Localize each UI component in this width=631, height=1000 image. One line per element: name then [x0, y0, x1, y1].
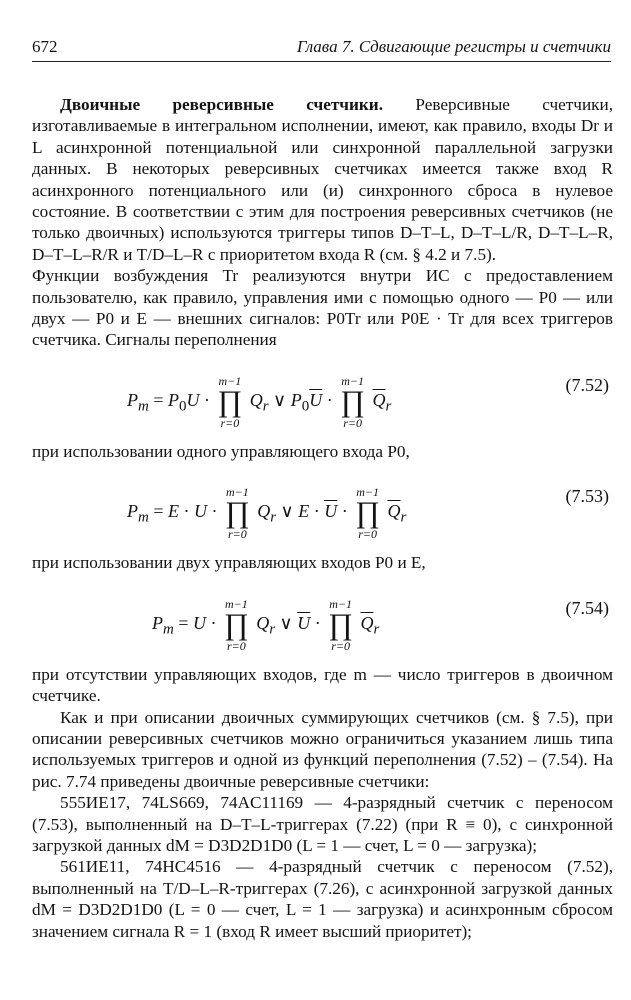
paragraph-1 [32, 94, 613, 265]
equation-number-7-54: (7.54) [565, 597, 609, 618]
text-after-7-54: при отсутствии управляющих входов, где m — число триггеров в двоичном счетчике. [32, 664, 613, 706]
paragraph-5: 561ИЕ11, 74HC4516 — 4-разрядный счетчик с переносом (7.52), выполненный на T/D–L–R-триггерах (7.26), с асинхронной загрузкой данных dM = D3D2D1D0 (L = 0 — счет, L = 1 — загрузка) и асинхронным сбросом значением сигнала R = 1 (вход R имеет высший приоритет); [32, 857, 613, 941]
paragraph-3: Как и при описании двоичных суммирующих счетчиков (см. § 7.5), при описании реверсивных счетчиков можно ограничиться указанием лишь типа используемых триггеров и одной из функций переполнения (7.52) – (7.54). На рис. 7.74 приведены двоичные реверсивные счетчики: [32, 707, 613, 791]
paragraph-1-text: Реверсивные счетчики, изготавливаемые в интегральном исполнении, имеют, как правило, входы Dr и L асинхронной потенциальной или синхронной параллельной загрузки данных. В некоторых реверсивных счетчиках имеется также вход R асинхронного потенциального или (и) синхронного сброса в нулевое состояние. В соответствии с этим для построения реверсивных счетчиков (не только двоичных) используются триггеры типов D–T–L, D–T–L/R, D–T–L–R, D–T–L–R/R и T/D–L–R с приоритетом входа R (см. § 4.2 и 7.5). [32, 95, 613, 264]
text-after-7-53: при использовании двух управляющих входов P0 и E, [32, 553, 426, 573]
equation-7-54-expr: $P_m = U$ · m−1 ∏ r=0 $Q_r$ ∨ $\overline{U}$ · m−1 ∏ r=0 $\overline{Q}_r$ [152, 596, 380, 653]
equation-7-52-expr: $P_m = P_0U$ · m−1 ∏ r=0 $Q_r$ ∨ $P_0\overline{U}$ · m−1 ∏ r=0 $\overline{Q}_r$ [127, 373, 392, 430]
equation-7-53 [32, 464, 613, 550]
equation-7-54 [32, 576, 613, 662]
equation-number-7-53: (7.53) [565, 486, 609, 507]
page-header [32, 37, 611, 62]
page-number: 672 [32, 37, 58, 56]
equation-number-7-52: (7.52) [565, 374, 609, 395]
paragraph-4: 555ИЕ17, 74LS669, 74AC11169 — 4-разрядный счетчик с переносом (7.53), выполненный на D–T–L-триггерах (7.22) (при R ≡ 0), с синхронной загрузкой данных dM = D3D2D1D0 (L = 1 — счет, L = 0 — загрузка); [32, 793, 613, 855]
text-after-7-52: при использовании одного управляющего входа P0, [32, 441, 410, 461]
chapter-title: Глава 7. Сдвигающие регистры и счетчики [296, 37, 611, 56]
paragraph-2: Функции возбуждения Tr реализуются внутри ИС с предоставлением пользователю, как правило, управления ими с помощью одного — P0 — или двух — P0 и E — внешних сигналов: P0Tr или P0E · Tr для всех триггеров счетчика. Сигналы переполнения [32, 266, 613, 350]
section-heading: Двоичные реверсивные счетчики. [60, 95, 384, 114]
page-body [32, 94, 613, 942]
equation-7-53-expr: $P_m = E \cdot U$ · m−1 ∏ r=0 $Q_r$ ∨ $E \cdot \overline{U}$ · m−1 ∏ r=0 $\overline{Q}_r$ [127, 485, 407, 542]
equation-7-52 [32, 353, 613, 439]
